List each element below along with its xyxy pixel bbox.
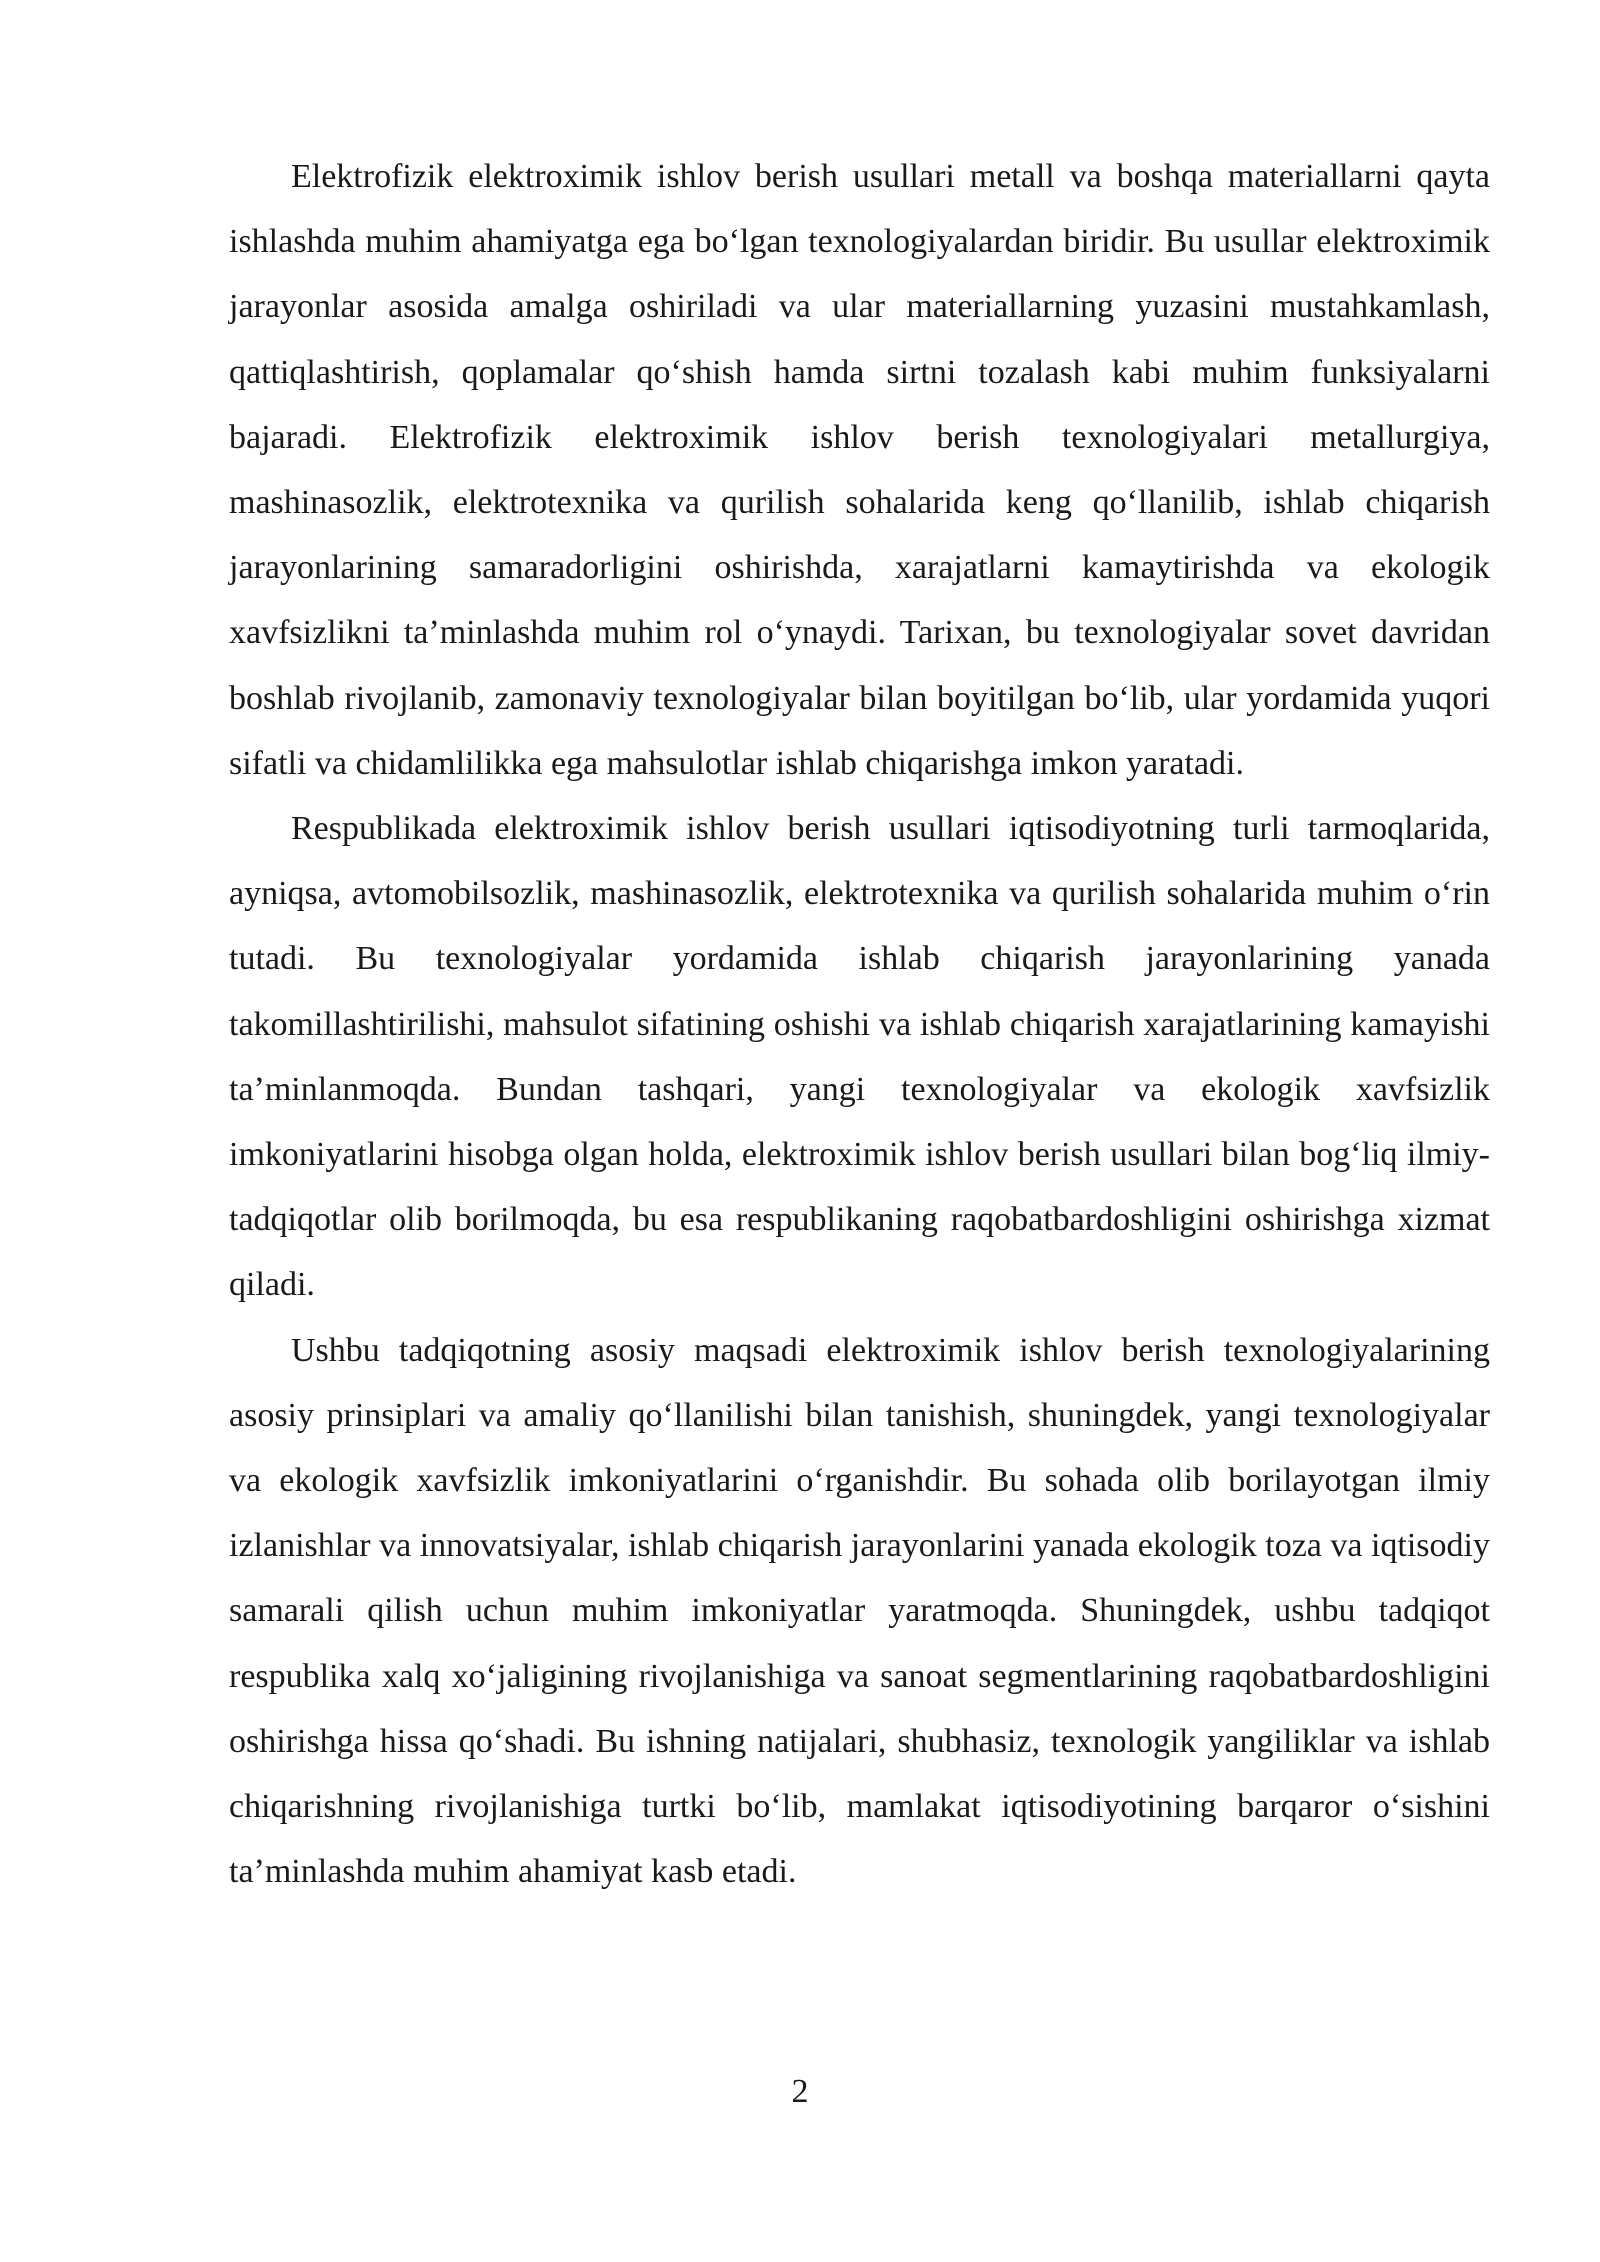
body-text xyxy=(229,144,1490,1904)
page-number: 2 xyxy=(791,2073,809,2110)
paragraph-2: Respublikada elektroximik ishlov berish usullari iqtisodiyotning turli tarmoqlarida, ayniqsa, avtomobilsozlik, mashinasozlik, elektrotexnika va qurilish sohalarida muhim oʻrin tutadi. Bu texnologiyalar yordamida ishlab chiqarish jarayonlarining yanada takomillashtirilishi, mahsulot sifatining oshishi va ishlab chiqarish xarajatlarining kamayishi taʼminlanmoqda. Bundan tashqari, yangi texnologiyalar va ekologik xavfsizlik imkoniyatlarini hisobga olgan holda, elektroximik ishlov berish usullari bilan bogʻliq ilmiy-tadqiqotlar olib borilmoqda, bu esa respublikaning raqobatbardoshligini oshirishga xizmat qiladi. xyxy=(229,810,1490,1304)
paragraph-3: Ushbu tadqiqotning asosiy maqsadi elektroximik ishlov berish texnologiyalarining asosiy prinsiplari va amaliy qoʻllanilishi bilan tanishish, shuningdek, yangi texnologiyalar va ekologik xavfsizlik imkoniyatlarini oʻrganishdir. Bu sohada olib borilayotgan ilmiy izlanishlar va innovatsiyalar, ishlab chiqarish jarayonlarini yanada ekologik toza va iqtisodiy samarali qilish uchun muhim imkoniyatlar yaratmoqda. Shuningdek, ushbu tadqiqot respublika xalq xoʻjaligining rivojlanishiga va sanoat segmentlarining raqobatbardoshligini oshirishga hissa qoʻshadi. Bu ishning natijalari, shubhasiz, texnologik yangiliklar va ishlab chiqarishning rivojlanishiga turtki boʻlib, mamlakat iqtisodiyotining barqaror oʻsishini taʼminlashda muhim ahamiyat kasb etadi. xyxy=(229,1331,1490,1891)
paragraph-1: Elektrofizik elektroximik ishlov berish usullari metall va boshqa materiallarni qayta ishlashda muhim ahamiyatga ega boʻlgan texnologiyalardan biridir. Bu usullar elektroximik jarayonlar asosida amalga oshiriladi va ular materiallarning yuzasini mustahkamlash, qattiqlashtirish, qoplamalar qoʻshish hamda sirtni tozalash kabi muhim funksiyalarni bajaradi. Elektrofizik elektroximik ishlov berish texnologiyalari metallurgiya, mashinasozlik, elektrotexnika va qurilish sohalarida keng qoʻllanilib, ishlab chiqarish jarayonlarining samaradorligini oshirishda, xarajatlarni kamaytirishda va ekologik xavfsizlikni taʼminlashda muhim rol oʻynaydi. Tarixan, bu texnologiyalar sovet davridan boshlab rivojlanib, zamonaviy texnologiyalar bilan boyitilgan boʻlib, ular yordamida yuqori sifatli va chidamlilikka ega mahsulotlar ishlab chiqarishga imkon yaratadi. xyxy=(229,158,1490,782)
